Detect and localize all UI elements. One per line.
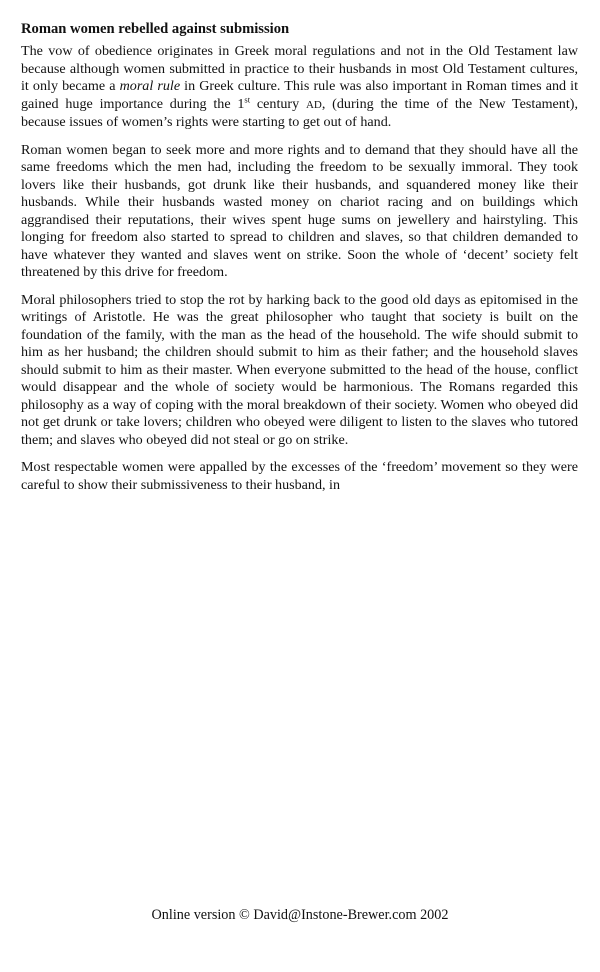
era-abbreviation: AD bbox=[305, 98, 322, 111]
paragraph-1-text-d: , (during the time of the New Testament), because issues of women’s rights were starting to get out of hand. bbox=[21, 95, 578, 130]
paragraph-1-text-a: The vow of obedience originates in Greek moral regulations and not in the Old Testament law because although women submitted in practice to their husbands in most Old Testament cultures, it only became a bbox=[21, 43, 578, 94]
section-heading: Roman women rebelled against submission bbox=[21, 21, 290, 37]
paragraph-1 bbox=[21, 43, 578, 132]
paragraph-4: Most respectable women were appalled by the excesses of the ‘freedom’ movement so they were careful to show their submissiveness to their husband, in bbox=[21, 459, 578, 493]
document-page bbox=[21, 20, 578, 504]
ordinal-superscript: st bbox=[244, 93, 251, 104]
paragraph-1-text-c: century bbox=[250, 95, 306, 112]
paragraph-2: Roman women began to seek more and more rights and to demand that they should have all the same freedoms which the men had, including the freedom to be sexually immoral. They took lovers like their husbands, got drunk like their husbands, and squandered money like their husbands. While their husbands wasted money on chariot racing and on buildings which aggrandised their reputations, their wives spent huge sums on jewellery and hairstyling. This longing for freedom also started to spread to children and slaves, so that children demanded to have whatever they wanted and slaves went on strike. Soon the whole of ‘decent’ society felt threatened by this drive for freedom. bbox=[21, 141, 578, 280]
paragraph-1-text-b: in Greek culture. This rule was also important in Roman times and it gained huge importance during the 1 bbox=[21, 78, 578, 112]
page-footer: Online version © David@Instone-Brewer.com 2002 bbox=[151, 907, 449, 923]
paragraph-1-emphasis: moral rule bbox=[119, 78, 181, 94]
paragraph-3: Moral philosophers tried to stop the rot by harking back to the good old days as epitomised in the writings of Aristotle. He was the great philosopher who taught that society is built on the foundation of the family, with the man as the head of the household. The wife should submit to him as her husband; the children should submit to him as their father; and the household slaves should submit to him as their master. When everyone submitted to the head of the house, conflict would disappear and the whole of society would be harmonious. The Romans regarded this philosophy as a way of coping with the moral breakdown of their society. Women who obeyed did not get drunk or take lovers; children who obeyed were diligent to listen to the slaves who tutored them; and slaves who obeyed did not steal or go on strike. bbox=[21, 291, 578, 448]
